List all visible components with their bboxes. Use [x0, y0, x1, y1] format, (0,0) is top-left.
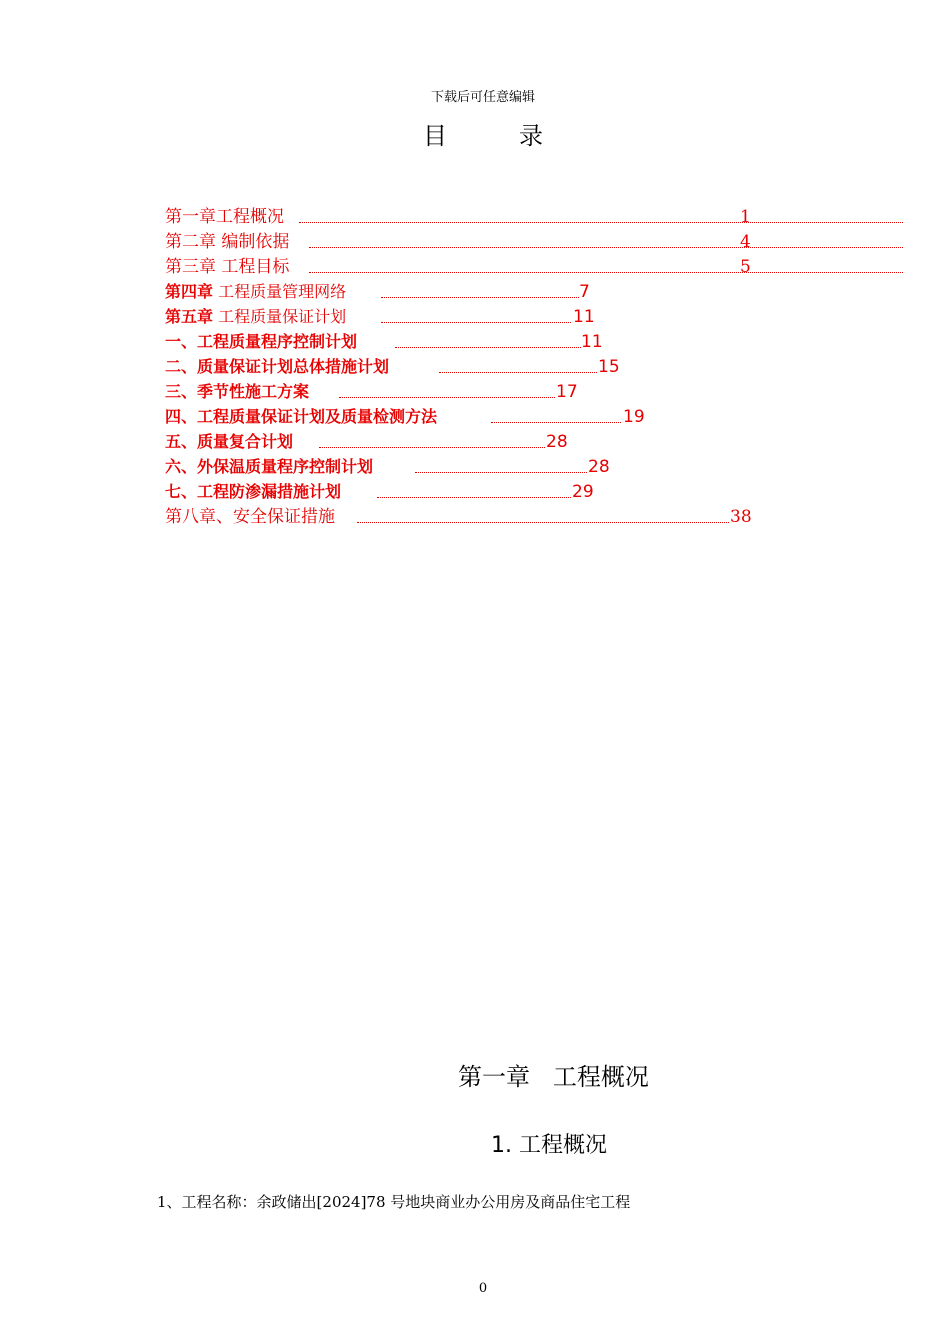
section-heading: 1. 工程概况	[491, 1133, 607, 1158]
toc-entry-label: 第三章 工程目标	[165, 257, 290, 277]
toc-entry-label-rest: 工程质量管理网络	[213, 282, 347, 301]
toc-entry-label: 七、工程防渗漏措施计划	[165, 482, 342, 501]
page-number: 0	[478, 1281, 488, 1296]
toc-leader	[491, 422, 621, 423]
toc-leader	[395, 347, 581, 348]
toc-leader	[309, 272, 903, 273]
toc-entry-page: 38	[730, 507, 752, 527]
toc-entry-page: 5	[740, 257, 751, 277]
toc-leader	[339, 397, 555, 398]
toc-entry-label: 二、质量保证计划总体措施计划	[165, 357, 390, 376]
toc-entry-label: 五、质量复合计划	[165, 432, 294, 451]
toc-entry-label: 第二章 编制依据	[165, 232, 290, 252]
project-name-line: 1、工程名称：余政储出[2024]78 号地块商业办公用房及商品住宅工程	[157, 1193, 631, 1211]
toc-entry-section-2[interactable]	[165, 355, 755, 379]
toc-entry-page: 17	[556, 382, 578, 402]
toc-entry-page: 7	[579, 282, 590, 302]
toc-entry-page: 1	[740, 207, 751, 227]
toc-entry-label: 三、季节性施工方案	[165, 382, 310, 401]
header-note: 下载后可任意编辑	[430, 90, 535, 105]
toc-title-left: 目	[423, 122, 447, 150]
toc-leader	[415, 472, 587, 473]
toc-entry-page: 28	[588, 457, 610, 477]
toc-entry-chapter-3[interactable]	[165, 255, 755, 279]
toc-entry-section-3[interactable]	[165, 380, 755, 404]
toc-leader	[299, 222, 903, 223]
toc-entry-section-7[interactable]	[165, 480, 755, 504]
toc-entry-label: 四、工程质量保证计划及质量检测方法	[165, 407, 438, 426]
toc-entry-page: 11	[581, 332, 603, 352]
toc-entry-section-6[interactable]	[165, 455, 755, 479]
toc-entry-label-bold: 第五章	[165, 307, 214, 326]
toc-leader	[377, 497, 571, 498]
toc-entry-page: 29	[572, 482, 594, 502]
toc-entry-section-1[interactable]	[165, 330, 755, 354]
toc-entry-chapter-4[interactable]	[165, 280, 755, 304]
toc-entry-label: 第一章工程概况	[165, 207, 284, 227]
toc-entry-chapter-2[interactable]	[165, 230, 755, 254]
toc-entry-label	[165, 305, 346, 329]
toc-entry-page: 4	[740, 232, 751, 252]
toc-leader	[319, 447, 545, 448]
toc-entry-section-5[interactable]	[165, 430, 755, 454]
toc-entry-page: 19	[623, 407, 645, 427]
toc-title	[0, 116, 950, 151]
toc-entry-label	[165, 280, 346, 304]
toc-entry-label-bold: 第四章	[165, 282, 214, 301]
toc-leader	[381, 322, 571, 323]
toc-entry-label-rest: 工程质量保证计划	[213, 307, 347, 326]
toc-entry-chapter-5[interactable]	[165, 305, 755, 329]
toc-entry-section-4[interactable]	[165, 405, 755, 429]
toc-entry-label: 第八章、安全保证措施	[165, 507, 335, 527]
toc-entry-chapter-8[interactable]	[165, 505, 755, 529]
toc-leader	[357, 522, 729, 523]
toc-entry-page: 15	[598, 357, 620, 377]
toc-entry-page: 11	[573, 307, 595, 327]
toc-leader	[439, 372, 597, 373]
toc-entry-page: 28	[546, 432, 568, 452]
toc-leader	[381, 297, 579, 298]
chapter-heading: 第一章 工程概况	[458, 1063, 649, 1091]
toc-entry-chapter-1[interactable]	[165, 205, 755, 229]
toc-entry-label: 一、工程质量程序控制计划	[165, 332, 358, 351]
toc-leader	[309, 247, 903, 248]
toc-title-right: 录	[519, 122, 543, 150]
toc-entry-label: 六、外保温质量程序控制计划	[165, 457, 374, 476]
